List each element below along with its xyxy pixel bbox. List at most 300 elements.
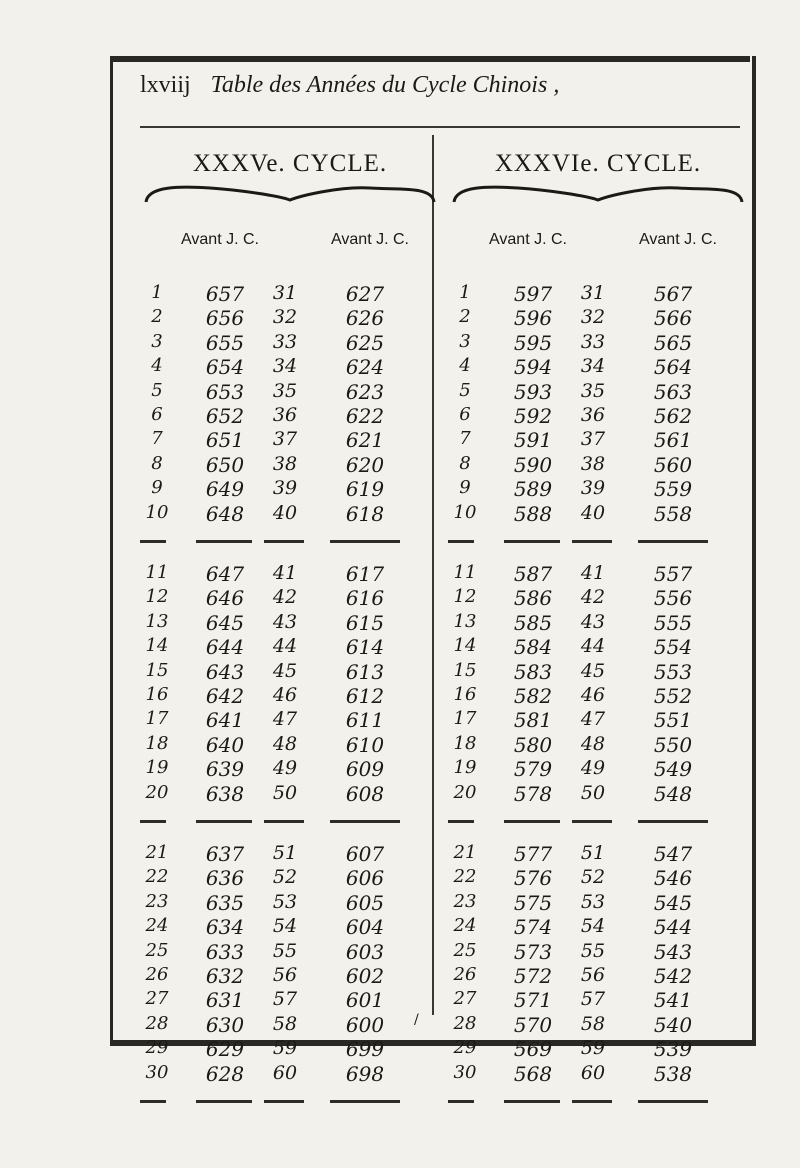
year-before-christ: 635 (205, 890, 245, 915)
cycle-year-number: 24 (453, 915, 477, 937)
year-before-christ: 571 (513, 988, 553, 1013)
cycle-year-number: 29 (145, 1037, 169, 1059)
year-before-christ: 609 (345, 757, 385, 782)
cycle-year-number: 2 (459, 306, 471, 328)
group-separator (504, 820, 560, 823)
year-before-christ: 584 (513, 635, 553, 660)
cycle-year-number: 56 (580, 964, 606, 986)
group-separator (196, 540, 252, 543)
year-before-christ: 638 (205, 781, 245, 806)
cycle-year-number: 52 (580, 866, 606, 889)
table-row (140, 1037, 440, 1061)
year-before-christ: 651 (205, 428, 245, 453)
cycle-year-number: 23 (145, 890, 169, 912)
cycle-year-number: 19 (145, 757, 169, 779)
table-row (448, 586, 748, 610)
header-rule (140, 126, 740, 128)
cycle-year-number: 46 (580, 684, 606, 706)
year-before-christ: 624 (345, 355, 385, 380)
cycle-year-number: 49 (580, 757, 606, 780)
cycle-year-number: 14 (453, 635, 477, 657)
year-before-christ: 610 (345, 732, 385, 757)
group-separator (140, 1100, 166, 1103)
cycle-year-number: 36 (272, 404, 298, 426)
cycle-title: XXXVe. CYCLE. (192, 150, 388, 177)
year-before-christ: 632 (205, 964, 245, 988)
cycle-year-number: 27 (453, 988, 477, 1010)
table-row (448, 1037, 748, 1061)
year-before-christ: 627 (345, 282, 385, 306)
year-before-christ: 548 (653, 781, 693, 806)
cycle-year-number: 50 (580, 781, 606, 804)
cycle-year-number: 12 (145, 586, 169, 608)
year-before-christ: 549 (653, 757, 693, 782)
table-row (140, 708, 440, 732)
year-before-christ: 641 (205, 708, 245, 733)
group-separator (448, 540, 474, 543)
cycle-year-number: 13 (453, 610, 477, 632)
group-separator (196, 820, 252, 823)
table-row (140, 453, 440, 477)
table-row (140, 940, 440, 964)
table-row (140, 502, 440, 526)
cycle-year-number: 47 (580, 708, 606, 731)
cycle-year-number: 59 (272, 1037, 298, 1060)
cycle-year-number: 29 (453, 1037, 477, 1059)
cycle-year-number: 15 (453, 659, 477, 681)
table-row (448, 611, 748, 635)
cycle-year-number: 48 (580, 732, 606, 755)
table-row (448, 684, 748, 708)
year-before-christ: 631 (205, 988, 245, 1013)
table-row (140, 355, 440, 379)
table-row (140, 428, 440, 452)
year-before-christ: 640 (205, 732, 245, 757)
year-before-christ: 608 (345, 781, 385, 806)
year-before-christ: 582 (513, 684, 553, 708)
year-before-christ: 630 (205, 1012, 245, 1037)
group-separator (572, 540, 612, 543)
year-before-christ: 614 (345, 635, 385, 660)
table-row (448, 355, 748, 379)
year-before-christ: 589 (513, 477, 553, 502)
cycle-year-number: 54 (580, 915, 606, 938)
year-before-christ: 540 (653, 1012, 693, 1037)
year-before-christ: 647 (205, 562, 245, 586)
cycle-year-number: 22 (453, 866, 477, 888)
cycle-year-number: 17 (145, 708, 169, 730)
cycle-year-number: 9 (151, 477, 163, 499)
cycle-year-number: 59 (580, 1037, 606, 1060)
year-before-christ: 643 (205, 659, 245, 684)
cycle-year-number: 18 (145, 732, 169, 754)
year-before-christ: 575 (513, 890, 553, 915)
year-before-christ: 570 (513, 1012, 553, 1037)
year-before-christ: 546 (653, 866, 693, 891)
cycle-year-number: 27 (145, 988, 169, 1010)
cycle-year-number: 31 (272, 282, 298, 304)
year-before-christ: 619 (345, 477, 385, 502)
group-separator (638, 820, 708, 823)
year-before-christ: 637 (205, 842, 245, 866)
year-before-christ: 576 (513, 866, 553, 891)
group-separator (638, 1100, 708, 1103)
table-row (448, 964, 748, 988)
page-border-left (110, 56, 113, 1046)
table-row (448, 453, 748, 477)
cycle-year-number: 38 (272, 452, 298, 475)
cycle-year-number: 4 (151, 355, 163, 377)
cycle-year-number: 20 (453, 781, 477, 803)
page-title: Table des Années du Cycle Chinois , (210, 72, 560, 98)
year-before-christ: 639 (205, 757, 245, 782)
page-header (140, 72, 559, 99)
cycle-year-number: 30 (453, 1061, 477, 1083)
table-row (140, 684, 440, 708)
column-header: Avant J. C. (331, 231, 409, 248)
cycle-year-number: 41 (272, 562, 298, 584)
year-before-christ: 592 (513, 404, 553, 428)
cycle-year-number: 37 (272, 428, 298, 451)
cycle-year-number: 14 (145, 635, 169, 657)
brace-icon (140, 180, 440, 206)
table-row (140, 1062, 440, 1086)
cycle-year-number: 40 (272, 501, 298, 524)
table-row (140, 915, 440, 939)
table-row (140, 733, 440, 757)
table-row (140, 477, 440, 501)
table-row (140, 988, 440, 1012)
cycle-year-number: 7 (151, 428, 163, 450)
cycle-year-number: 45 (272, 659, 298, 682)
year-before-christ: 573 (513, 939, 553, 964)
group-separator (638, 540, 708, 543)
column-header: Avant J. C. (181, 231, 259, 248)
table-row (448, 1062, 748, 1086)
cycle-year-number: 39 (580, 477, 606, 500)
table-row (448, 782, 748, 806)
year-before-christ: 590 (513, 452, 553, 477)
year-before-christ: 588 (513, 501, 553, 526)
cycle-year-number: 25 (145, 939, 169, 961)
cycle-year-number: 10 (145, 501, 169, 523)
cycle-year-number: 21 (453, 842, 477, 863)
year-before-christ: 602 (345, 964, 385, 988)
table-row (140, 891, 440, 915)
year-before-christ: 586 (513, 586, 553, 611)
year-before-christ: 547 (653, 842, 693, 866)
year-before-christ: 623 (345, 379, 385, 404)
year-before-christ: 541 (653, 988, 693, 1013)
year-before-christ: 650 (205, 452, 245, 477)
cycle-year-number: 31 (580, 282, 606, 304)
group-separator (572, 1100, 612, 1103)
cycle-year-number: 21 (145, 842, 169, 863)
year-before-christ: 646 (205, 586, 245, 611)
year-before-christ: 603 (345, 939, 385, 964)
group-separator (504, 1100, 560, 1103)
cycle-year-number: 3 (151, 330, 163, 352)
cycle-year-number: 35 (272, 379, 298, 402)
year-before-christ: 569 (513, 1037, 553, 1062)
cycle-year-number: 38 (580, 452, 606, 475)
year-before-christ: 551 (653, 708, 693, 733)
table-row (448, 940, 748, 964)
year-before-christ: 648 (205, 501, 245, 526)
year-before-christ: 552 (653, 684, 693, 708)
cycle-year-number: 17 (453, 708, 477, 730)
year-before-christ: 652 (205, 404, 245, 428)
cycle-year-number: 55 (272, 939, 298, 962)
cycle-year-number: 44 (272, 635, 298, 658)
cycle-year-number: 2 (151, 306, 163, 328)
cycle-year-number: 34 (272, 355, 298, 378)
cycle-year-number: 32 (580, 306, 606, 329)
cycle-year-number: 7 (459, 428, 471, 450)
cycle-year-number: 16 (453, 684, 477, 705)
cycle-year-number: 26 (145, 964, 169, 985)
year-before-christ: 553 (653, 659, 693, 684)
table-row (140, 282, 440, 306)
table-row (448, 842, 748, 866)
year-before-christ: 597 (513, 282, 553, 306)
cycle-year-number: 15 (145, 659, 169, 681)
table-row (448, 733, 748, 757)
cycle-year-number: 51 (272, 842, 298, 864)
table-row (140, 660, 440, 684)
cycle-year-number: 6 (459, 404, 471, 425)
cycle-year-number: 60 (580, 1061, 606, 1084)
table-row (448, 380, 748, 404)
year-before-christ: 565 (653, 330, 693, 355)
cycle-year-number: 8 (459, 452, 471, 474)
cycle-year-number: 25 (453, 939, 477, 961)
cycle-year-number: 4 (459, 355, 471, 377)
group-separator (140, 540, 166, 543)
column-header: Avant J. C. (489, 231, 567, 248)
year-before-christ: 657 (205, 282, 245, 306)
year-before-christ: 698 (345, 1061, 385, 1086)
table-row (448, 660, 748, 684)
table-row (140, 1013, 440, 1037)
cycle-year-number: 8 (151, 452, 163, 474)
year-before-christ: 626 (345, 306, 385, 331)
cycle-year-number: 43 (580, 610, 606, 633)
year-before-christ: 572 (513, 964, 553, 988)
cycle-year-number: 53 (272, 890, 298, 913)
year-before-christ: 574 (513, 915, 553, 940)
cycle-year-number: 50 (272, 781, 298, 804)
year-before-christ: 583 (513, 659, 553, 684)
year-before-christ: 578 (513, 781, 553, 806)
cycle-year-number: 42 (580, 586, 606, 609)
group-separator (140, 820, 166, 823)
table-row (448, 502, 748, 526)
table-row (448, 891, 748, 915)
year-before-christ: 617 (345, 562, 385, 586)
cycle-year-number: 6 (151, 404, 163, 425)
cycle-title: XXXVIe. CYCLE. (494, 150, 702, 177)
year-before-christ: 544 (653, 915, 693, 940)
cycle-year-number: 13 (145, 610, 169, 632)
year-before-christ: 554 (653, 635, 693, 660)
year-before-christ: 616 (345, 586, 385, 611)
table-row (448, 1013, 748, 1037)
year-before-christ: 561 (653, 428, 693, 453)
year-before-christ: 613 (345, 659, 385, 684)
table-row (448, 915, 748, 939)
year-before-christ: 653 (205, 379, 245, 404)
table-row (448, 404, 748, 428)
table-row (140, 866, 440, 890)
year-before-christ: 634 (205, 915, 245, 940)
cycle-year-number: 60 (272, 1061, 298, 1084)
cycle-year-number: 10 (453, 501, 477, 523)
year-before-christ: 620 (345, 452, 385, 477)
year-before-christ: 622 (345, 404, 385, 428)
cycle-year-number: 40 (580, 501, 606, 524)
cycle-year-number: 5 (459, 379, 471, 401)
group-separator (448, 1100, 474, 1103)
year-before-christ: 542 (653, 964, 693, 988)
year-before-christ: 642 (205, 684, 245, 708)
cycle-year-number: 35 (580, 379, 606, 402)
cycle-year-number: 28 (145, 1012, 169, 1034)
group-separator (264, 820, 304, 823)
table-row (140, 331, 440, 355)
cycle-year-number: 11 (145, 562, 169, 583)
year-before-christ: 615 (345, 610, 385, 635)
table-row (448, 331, 748, 355)
year-before-christ: 585 (513, 610, 553, 635)
year-before-christ: 591 (513, 428, 553, 453)
cycle-year-number: 12 (453, 586, 477, 608)
page-number: lxviij (140, 72, 191, 98)
cycle-year-number: 28 (453, 1012, 477, 1034)
year-before-christ: 568 (513, 1061, 553, 1086)
year-before-christ: 559 (653, 477, 693, 502)
year-before-christ: 581 (513, 708, 553, 733)
cycle-year-number: 42 (272, 586, 298, 609)
year-before-christ: 579 (513, 757, 553, 782)
table-row (140, 404, 440, 428)
cycle-year-number: 34 (580, 355, 606, 378)
group-separator (504, 540, 560, 543)
table-row (140, 842, 440, 866)
year-before-christ: 564 (653, 355, 693, 380)
year-before-christ: 625 (345, 330, 385, 355)
cycle-year-number: 1 (459, 282, 471, 303)
cycle-year-number: 47 (272, 708, 298, 731)
cycle-year-number: 57 (272, 988, 298, 1011)
table-row (140, 380, 440, 404)
year-before-christ: 612 (345, 684, 385, 708)
table-row (448, 635, 748, 659)
group-separator (572, 820, 612, 823)
table-row (140, 586, 440, 610)
cycle-year-number: 3 (459, 330, 471, 352)
year-before-christ: 655 (205, 330, 245, 355)
year-before-christ: 595 (513, 330, 553, 355)
cycle-year-number: 53 (580, 890, 606, 913)
year-before-christ: 594 (513, 355, 553, 380)
year-before-christ: 621 (345, 428, 385, 453)
year-before-christ: 593 (513, 379, 553, 404)
table-row (140, 562, 440, 586)
cycle-year-number: 37 (580, 428, 606, 451)
cycle-year-number: 45 (580, 659, 606, 682)
group-separator (196, 1100, 252, 1103)
table-row (140, 757, 440, 781)
year-before-christ: 538 (653, 1061, 693, 1086)
cycle-year-number: 26 (453, 964, 477, 985)
table-row (448, 306, 748, 330)
table-row (140, 306, 440, 330)
year-before-christ: 636 (205, 866, 245, 891)
year-before-christ: 607 (345, 842, 385, 866)
year-before-christ: 601 (345, 988, 385, 1013)
cycle-year-number: 11 (453, 562, 477, 583)
cycle-year-number: 51 (580, 842, 606, 864)
year-before-christ: 628 (205, 1061, 245, 1086)
cycle-year-number: 57 (580, 988, 606, 1011)
cycle-year-number: 24 (145, 915, 169, 937)
group-separator (264, 1100, 304, 1103)
year-before-christ: 543 (653, 939, 693, 964)
cycle-year-number: 58 (580, 1012, 606, 1035)
cycle-year-number: 54 (272, 915, 298, 938)
cycle-year-number: 55 (580, 939, 606, 962)
table-row (448, 477, 748, 501)
brace-icon (448, 180, 748, 206)
table-row (448, 562, 748, 586)
year-before-christ: 555 (653, 610, 693, 635)
cycle-year-number: 22 (145, 866, 169, 888)
year-before-christ: 563 (653, 379, 693, 404)
table-row (448, 428, 748, 452)
year-before-christ: 562 (653, 404, 693, 428)
year-before-christ: 699 (345, 1037, 385, 1062)
group-separator (330, 540, 400, 543)
cycle-year-number: 5 (151, 379, 163, 401)
cycle-year-number: 41 (580, 562, 606, 584)
year-before-christ: 580 (513, 732, 553, 757)
cycle-year-number: 43 (272, 610, 298, 633)
cycle-year-number: 49 (272, 757, 298, 780)
cycle-year-number: 9 (459, 477, 471, 499)
group-separator (448, 820, 474, 823)
year-before-christ: 596 (513, 306, 553, 331)
cycle-year-number: 44 (580, 635, 606, 658)
cycle-year-number: 52 (272, 866, 298, 889)
column-header: Avant J. C. (639, 231, 717, 248)
year-before-christ: 633 (205, 939, 245, 964)
cycle-year-number: 48 (272, 732, 298, 755)
table-row (448, 866, 748, 890)
page-border-right (752, 56, 756, 1046)
year-before-christ: 587 (513, 562, 553, 586)
year-before-christ: 556 (653, 586, 693, 611)
year-before-christ: 560 (653, 452, 693, 477)
year-before-christ: 566 (653, 306, 693, 331)
cycle-year-number: 20 (145, 781, 169, 803)
year-before-christ: 545 (653, 890, 693, 915)
cycle-year-number: 18 (453, 732, 477, 754)
year-before-christ: 618 (345, 501, 385, 526)
table-row (448, 282, 748, 306)
group-separator (330, 1100, 400, 1103)
table-row (140, 782, 440, 806)
